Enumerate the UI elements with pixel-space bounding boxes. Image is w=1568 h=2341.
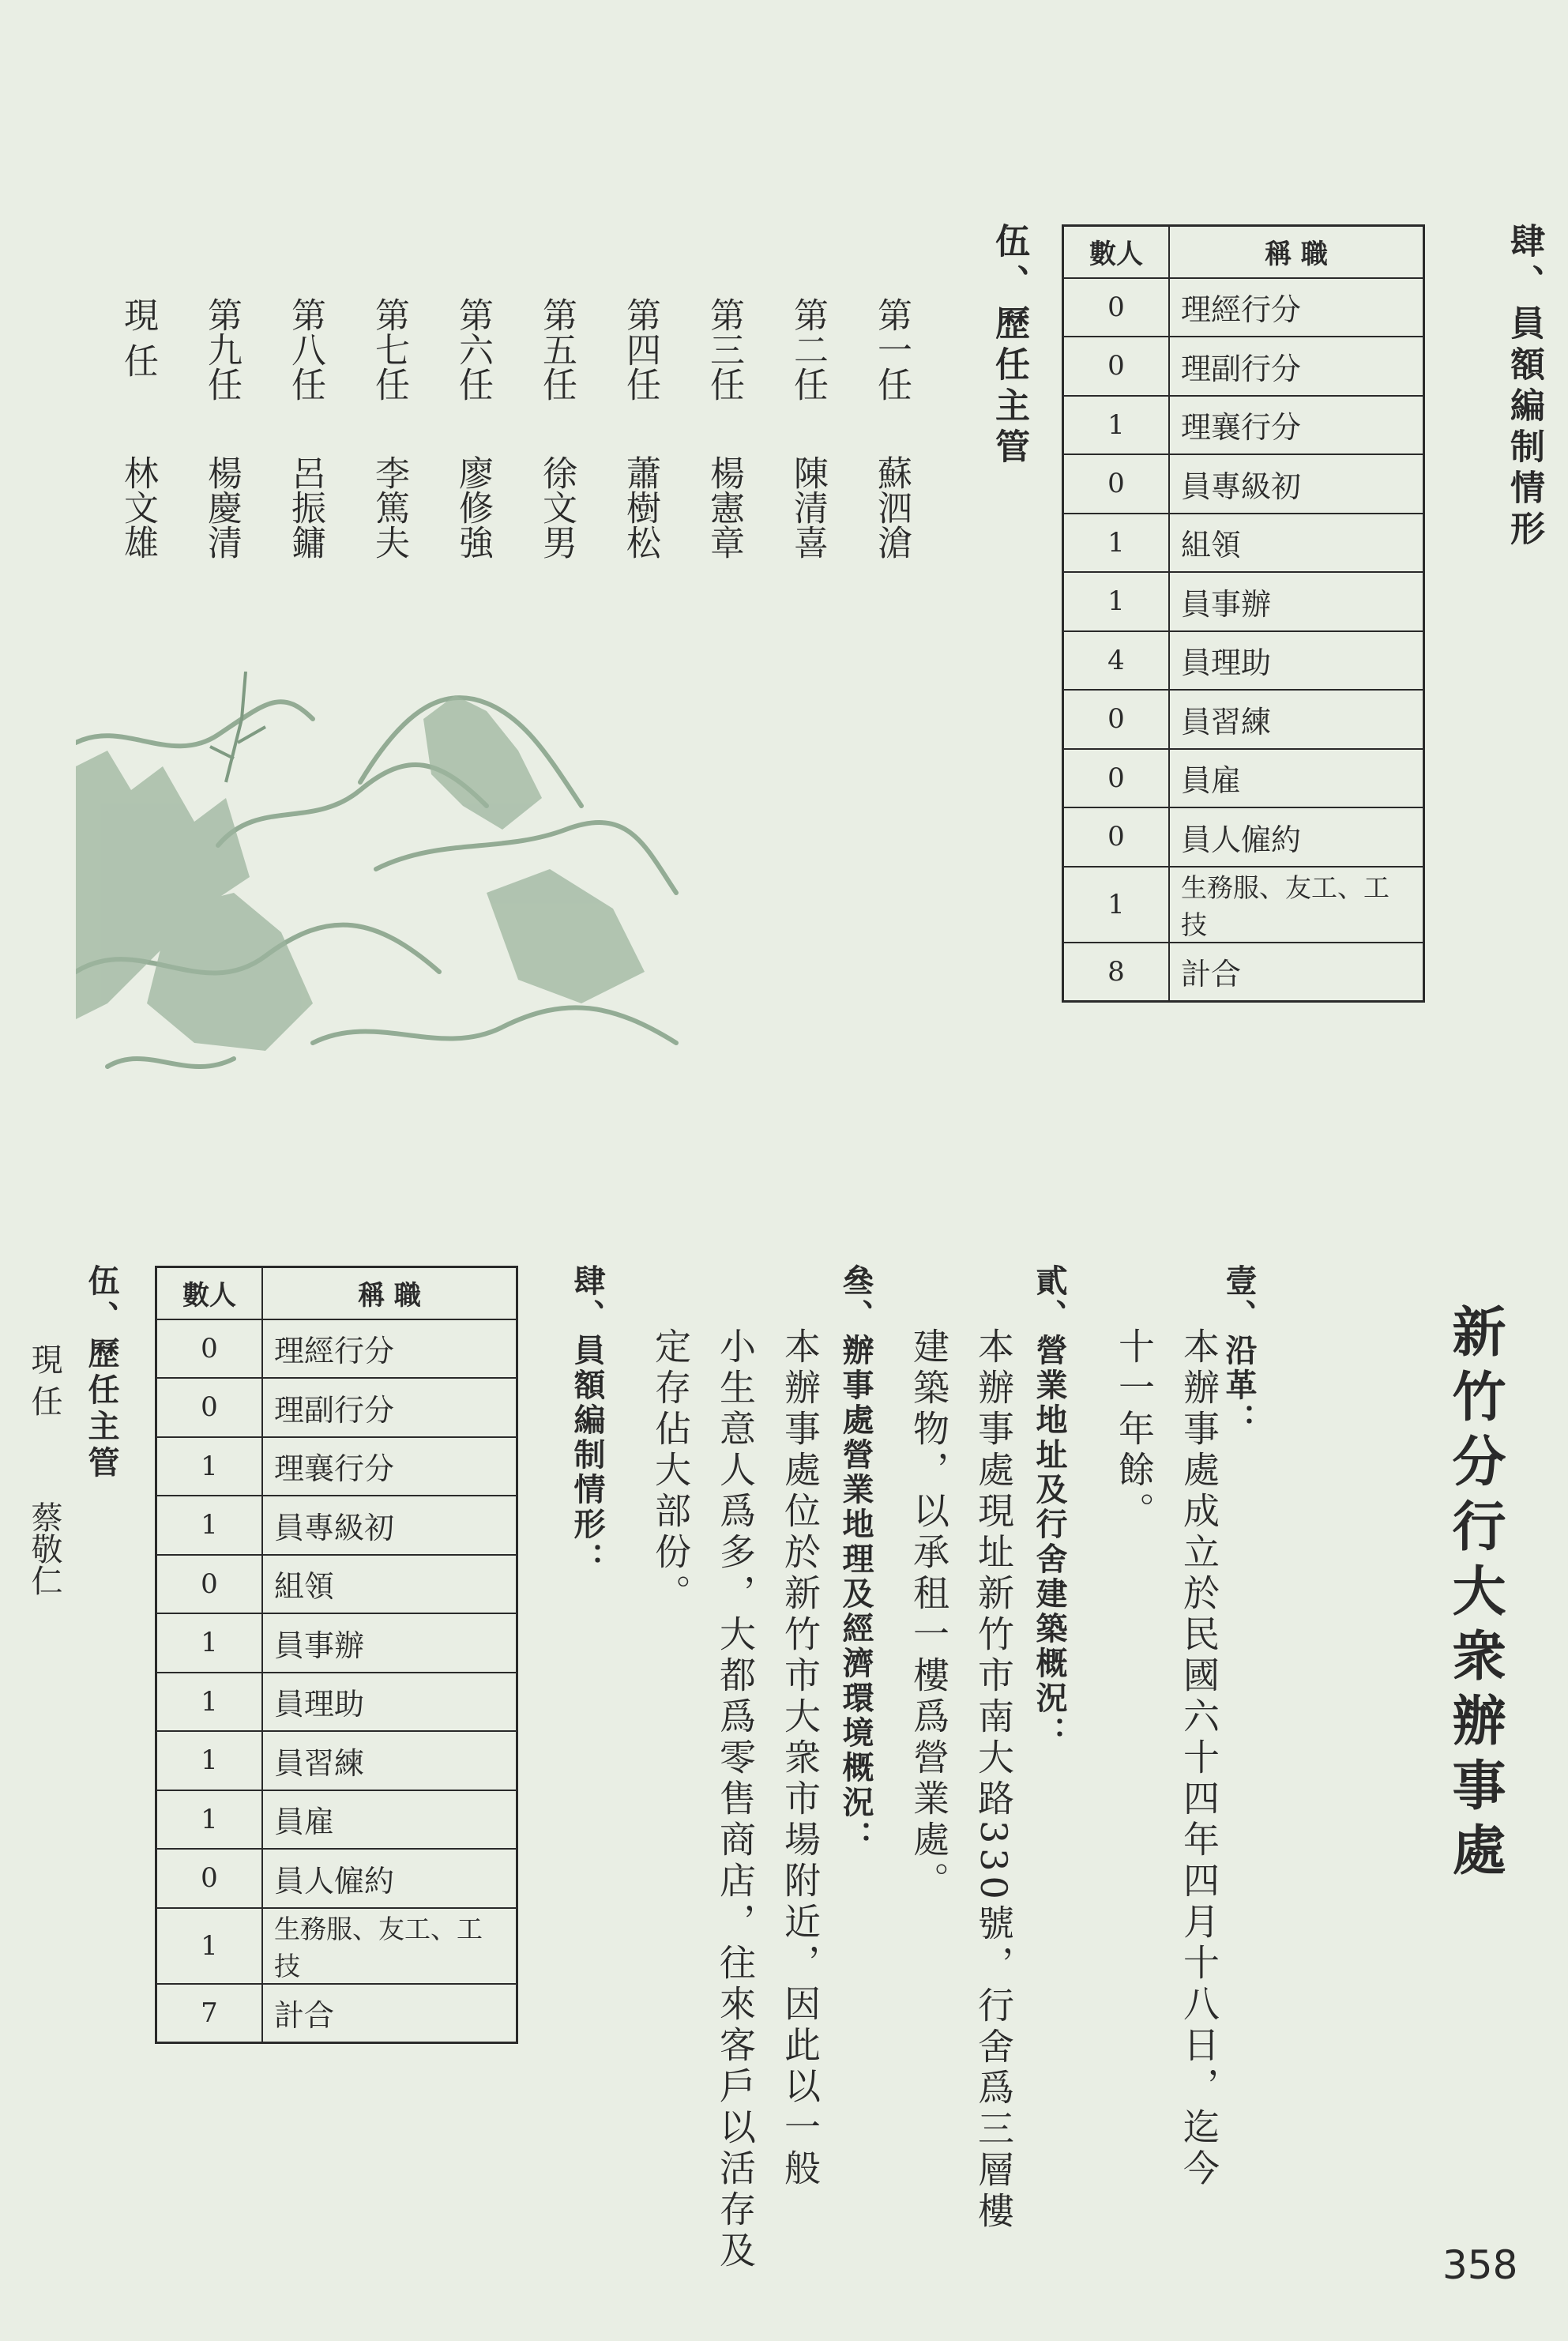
- bottom-staff-rows: [156, 1319, 517, 2043]
- bottom-staff-table: [155, 1266, 518, 2044]
- top-staff-rows: [1063, 278, 1424, 1002]
- staff-row: [1063, 749, 1424, 808]
- staff-count: 7: [156, 1984, 263, 2043]
- sec1-line: 本辦事處成立於民國六十四年四月十八日，迄今: [1178, 1327, 1220, 2190]
- staff-title-text: 理襄行分: [1181, 410, 1302, 446]
- chief-name: 蘇泗滄: [871, 455, 912, 559]
- office-title: 新竹分行大衆辦事處: [1443, 1304, 1506, 1887]
- page-number: 358: [1442, 2242, 1518, 2288]
- chief-term: 第三任: [704, 297, 744, 401]
- chief-name: 徐文男: [536, 455, 577, 559]
- chief-term: 現 任: [118, 297, 158, 378]
- staff-row: [156, 1908, 517, 1984]
- staff-title-text: 理經行分: [274, 1334, 395, 1369]
- staff-title-text: 生務服、友工、工技: [274, 1913, 483, 1982]
- table-header-title: 稱 職: [1169, 226, 1424, 278]
- staff-title: [262, 1319, 517, 1379]
- staff-title: [262, 1378, 517, 1437]
- chief-entry: [280, 297, 330, 559]
- chief-name: 林文雄: [118, 455, 158, 559]
- staff-row: [156, 1378, 517, 1437]
- chief-entry: [363, 297, 414, 559]
- staff-title: [1169, 631, 1424, 691]
- chief-name: 楊慶清: [201, 455, 242, 559]
- staff-row: [156, 1319, 517, 1379]
- staff-title: [1169, 690, 1424, 749]
- chief-term: 第七任: [369, 297, 409, 401]
- staff-title-text: 計合: [274, 1998, 335, 2033]
- staff-row: [1063, 396, 1424, 455]
- staff-row: [1063, 514, 1424, 573]
- staff-count: 0: [1063, 454, 1170, 514]
- staff-row: [156, 1731, 517, 1790]
- staff-title-text: 員雇: [1181, 763, 1242, 799]
- chief-name: 蔡敬仁: [26, 1501, 62, 1596]
- sec1-heading: 壹、沿革：: [1220, 1264, 1257, 1438]
- staff-count: 1: [156, 1613, 263, 1673]
- sec3-line: 小生意人爲多，大都爲零售商店，往來客戶以活存及: [714, 1327, 757, 2272]
- staff-title-text: 生務服、友工、工技: [1181, 871, 1389, 940]
- top-chiefs-heading: 伍、歷任主管: [989, 223, 1029, 469]
- chief-name: 呂振鏞: [285, 455, 325, 559]
- staff-row: [156, 1673, 517, 1732]
- staff-count: 1: [1063, 396, 1170, 455]
- staff-count: 1: [156, 1790, 263, 1850]
- chief-entry: [447, 297, 498, 559]
- chief-name: 陳清喜: [788, 455, 828, 559]
- staff-row: [1063, 943, 1424, 1002]
- sec4-heading: 肆、員額編制情形：: [569, 1264, 605, 1577]
- staff-title: [1169, 943, 1424, 1002]
- staff-title-text: 組領: [1181, 528, 1242, 563]
- staff-title-text: 理副行分: [274, 1392, 395, 1428]
- chief-name: 廖修強: [453, 455, 493, 559]
- staff-count: 0: [1063, 749, 1170, 808]
- staff-title: [1169, 807, 1424, 867]
- staff-title-text: 理襄行分: [274, 1451, 395, 1487]
- staff-row: [156, 1849, 517, 1908]
- staff-title-text: 員習練: [274, 1745, 365, 1781]
- staff-title: [262, 1908, 517, 1984]
- staff-row: [1063, 807, 1424, 867]
- staff-count: 0: [1063, 337, 1170, 396]
- staff-title: [262, 1496, 517, 1555]
- staff-title-text: 理副行分: [1181, 351, 1302, 386]
- current-chief: [22, 1343, 67, 1596]
- sec3-line: 定存佔大部份。: [649, 1327, 692, 1615]
- staff-title-text: 員專級初: [274, 1510, 395, 1545]
- staff-title: [262, 1555, 517, 1614]
- staff-count: 0: [156, 1378, 263, 1437]
- staff-count: 1: [156, 1908, 263, 1984]
- chief-term: 第二任: [788, 297, 828, 401]
- staff-title: [262, 1613, 517, 1673]
- staff-count: 0: [1063, 690, 1170, 749]
- chief-term: 第四任: [620, 297, 660, 401]
- chief-name: 楊憲章: [704, 455, 744, 559]
- staff-count: 8: [1063, 943, 1170, 1002]
- staff-title: [1169, 514, 1424, 573]
- staff-title: [262, 1437, 517, 1496]
- staff-title: [1169, 572, 1424, 631]
- staff-title-text: 理經行分: [1181, 292, 1302, 328]
- table-header-count: 數人: [1063, 226, 1170, 278]
- sec2-text: [897, 1327, 1026, 2233]
- table-header-title: 稱 職: [262, 1267, 517, 1319]
- staff-row: [156, 1790, 517, 1850]
- staff-title: [1169, 396, 1424, 455]
- staff-title-text: 員事辦: [274, 1628, 365, 1663]
- chief-entry: [782, 297, 833, 559]
- staff-row: [1063, 867, 1424, 943]
- sec1-text: [1102, 1327, 1231, 2190]
- chief-term: 現 任: [26, 1343, 62, 1417]
- staff-count: 0: [156, 1555, 263, 1614]
- chief-term: 第九任: [201, 297, 242, 401]
- chief-entry: [698, 297, 749, 559]
- staff-count: 1: [1063, 572, 1170, 631]
- sec2-line: 本辦事處現址新竹市南大路330號，行舍爲三層樓: [972, 1327, 1015, 2233]
- staff-title-text: 員人僱約: [274, 1863, 395, 1899]
- staff-title-text: 員人僱約: [1181, 822, 1302, 857]
- sec2-line: 建築物，以承租一樓爲營業處。: [908, 1327, 950, 1903]
- staff-count: 0: [1063, 278, 1170, 337]
- staff-row: [1063, 572, 1424, 631]
- chief-term: 第八任: [285, 297, 325, 401]
- staff-title-text: 員理助: [274, 1687, 365, 1722]
- top-staff-table: [1062, 224, 1425, 1003]
- staff-count: 1: [156, 1437, 263, 1496]
- staff-row: [1063, 337, 1424, 396]
- bottom-chiefs-heading: 伍、歷任主管: [83, 1264, 119, 1482]
- chief-term: 第一任: [871, 297, 912, 401]
- chief-entry: [112, 297, 163, 559]
- chief-entry: [615, 297, 665, 559]
- staff-row: [156, 1496, 517, 1555]
- staff-count: 0: [1063, 807, 1170, 867]
- sec3-line: 本辦事處位於新竹市大衆市場附近，因此以一般: [779, 1327, 822, 2190]
- staff-count: 1: [1063, 514, 1170, 573]
- staff-title-text: 員事辦: [1181, 586, 1272, 622]
- sec3-text: [638, 1327, 833, 2272]
- staff-title: [262, 1731, 517, 1790]
- staff-title: [1169, 278, 1424, 337]
- sec1-line: 十一年餘。: [1113, 1327, 1156, 1533]
- staff-row: [156, 1555, 517, 1614]
- chief-term: 第六任: [453, 297, 493, 401]
- top-chiefs-list: [79, 297, 916, 559]
- staff-row: [156, 1613, 517, 1673]
- staff-count: 0: [156, 1849, 263, 1908]
- staff-title: [262, 1984, 517, 2043]
- chief-entry: [196, 297, 246, 559]
- staff-row: [156, 1437, 517, 1496]
- staff-row: [1063, 631, 1424, 691]
- staff-title: [1169, 749, 1424, 808]
- staff-title: [262, 1790, 517, 1850]
- table-header-count: 數人: [156, 1267, 263, 1319]
- staff-title-text: 員習練: [1181, 704, 1272, 740]
- landscape-sketch-illustration: [76, 672, 692, 1098]
- staff-row: [1063, 690, 1424, 749]
- chief-entry: [531, 297, 581, 559]
- staff-title: [1169, 867, 1424, 943]
- staff-title: [1169, 337, 1424, 396]
- staff-row: [1063, 278, 1424, 337]
- staff-title-text: 員雇: [274, 1805, 335, 1840]
- sec2-heading: 貳、營業地址及行舍建築概況：: [1031, 1264, 1067, 1751]
- staff-row: [1063, 454, 1424, 514]
- staff-count: 1: [156, 1496, 263, 1555]
- staff-title: [262, 1673, 517, 1732]
- top-staff-heading: 肆、員額編制情形: [1504, 223, 1544, 551]
- sec3-heading: 叄、辦事處營業地理及經濟環境概況：: [837, 1264, 874, 1855]
- staff-count: 0: [156, 1319, 263, 1379]
- staff-title: [1169, 454, 1424, 514]
- staff-title: [262, 1849, 517, 1908]
- staff-count: 4: [1063, 631, 1170, 691]
- staff-count: 1: [156, 1673, 263, 1732]
- chief-name: 李篤夫: [369, 455, 409, 559]
- staff-count: 1: [156, 1731, 263, 1790]
- staff-row: [156, 1984, 517, 2043]
- chief-name: 蕭樹松: [620, 455, 660, 559]
- chief-entry: [866, 297, 916, 559]
- chief-term: 第五任: [536, 297, 577, 401]
- staff-title-text: 組領: [274, 1569, 335, 1605]
- staff-count: 1: [1063, 867, 1170, 943]
- staff-title-text: 員理助: [1181, 645, 1272, 681]
- staff-title-text: 員專級初: [1181, 469, 1302, 504]
- staff-title-text: 計合: [1181, 957, 1242, 992]
